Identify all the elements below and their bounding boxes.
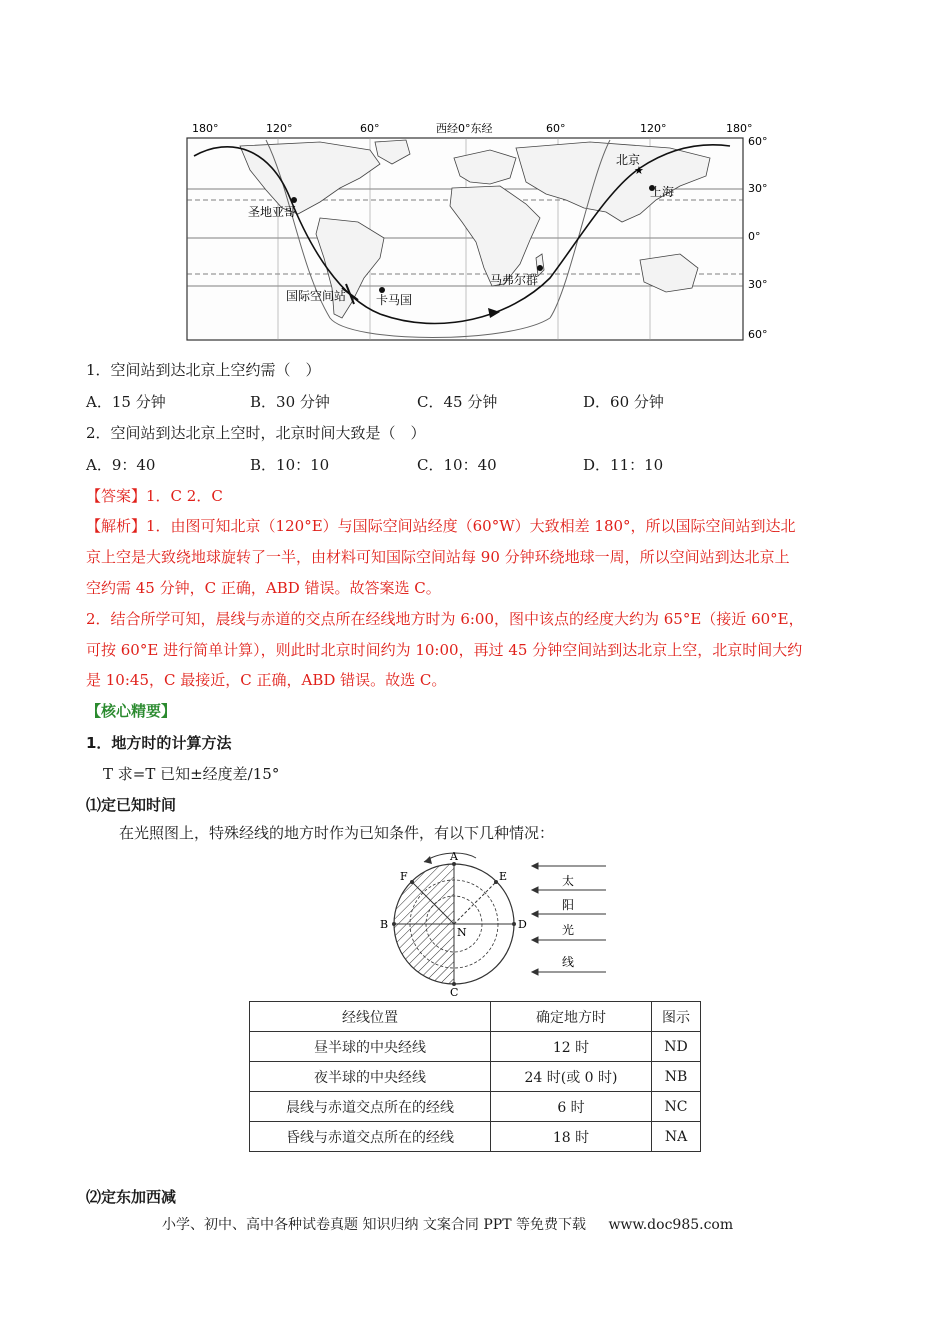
q2-option-d[interactable]: D．11：10 (583, 456, 664, 474)
analysis-line-2: 京上空是大致绕地球旋转了一半，由材料可知国际空间站每 90 分钟环绕地球一周，所以空间站到达北京上 (86, 548, 790, 566)
illumination-diagram (372, 848, 612, 996)
question-2-options (0, 454, 950, 476)
map-top-label: 60° (360, 122, 380, 135)
world-map-figure (170, 118, 780, 346)
map-top-label: 120° (266, 122, 293, 135)
q2-option-a[interactable]: A．9：40 (86, 456, 156, 474)
table-header-row (250, 1002, 701, 1032)
table-cell: 夜半球的中央经线 (250, 1062, 491, 1092)
point-n: N (457, 926, 467, 939)
formula: T 求=T 已知±经度差/15° (103, 765, 280, 783)
q1-option-d[interactable]: D．60 分钟 (583, 393, 664, 411)
core-heading-1: 1．地方时的计算方法 (86, 734, 232, 752)
label-shanghai: 上海 (650, 185, 675, 199)
table-header: 经线位置 (250, 1002, 491, 1032)
map-right-label: 60° (748, 135, 768, 148)
table-cell: 昼半球的中央经线 (250, 1032, 491, 1062)
map-right-label: 60° (748, 328, 768, 341)
table-cell: 晨线与赤道交点所在的经线 (250, 1092, 491, 1122)
point-e: E (499, 870, 508, 883)
map-right-label: 30° (748, 182, 768, 195)
label-beijing: 北京 (616, 153, 641, 167)
table-row (250, 1032, 701, 1062)
table-cell: 18 时 (491, 1122, 652, 1152)
table-header: 确定地方时 (491, 1002, 652, 1032)
table-cell: 12 时 (491, 1032, 652, 1062)
beijing-star: ★ (634, 164, 644, 177)
label-santiago: 圣地亚哥 (248, 205, 297, 219)
table-cell: 24 时(或 0 时) (491, 1062, 652, 1092)
answer-line (86, 486, 223, 506)
footer-text: 小学、初中、高中各种试卷真题 知识归纳 文案合同 PPT 等免费下载 (162, 1217, 586, 1233)
point-c: C (450, 986, 459, 996)
label-qatar: 卡马国 (376, 293, 413, 307)
footer (162, 1214, 733, 1234)
table-header: 图示 (652, 1002, 701, 1032)
q1-option-a[interactable]: A．15 分钟 (86, 393, 166, 411)
table-cell: 6 时 (491, 1092, 652, 1122)
map-right-label: 30° (748, 278, 768, 291)
q1-option-b[interactable]: B．30 分钟 (250, 393, 330, 411)
analysis-line-3: 空约需 45 分钟，C 正确，ABD 错误。故答案选 C。 (86, 579, 441, 597)
table-cell: 昏线与赤道交点所在的经线 (250, 1122, 491, 1152)
table-row (250, 1122, 701, 1152)
point-f: F (400, 870, 408, 883)
sub-heading-1: ⑴定已知时间 (86, 796, 177, 814)
analysis-text: 1．由图可知北京（120°E）与国际空间站经度（60°W）大致相差 180°，所以国际空间站到达北 (146, 517, 796, 535)
analysis-line-1 (86, 516, 796, 536)
q1-option-c[interactable]: C．45 分钟 (417, 393, 498, 411)
question-1-stem: 1．空间站到达北京上空约需（ ） (86, 361, 321, 379)
sun-char-3: 光 (562, 923, 575, 937)
analysis-line-4: 2．结合所学可知，晨线与赤道的交点所在经线地方时为 6:00，图中该点的经度大约为 65°E（接近 60°E， (86, 610, 804, 628)
map-top-label: 60° (546, 122, 566, 135)
illumination-svg (372, 848, 612, 996)
madagascar-dot (537, 265, 543, 271)
table-cell: ND (652, 1032, 701, 1062)
sub-heading-2: ⑵定东加西减 (86, 1188, 177, 1206)
q2-option-b[interactable]: B．10：10 (250, 456, 330, 474)
table-row (250, 1062, 701, 1092)
answer-tag: 【答案】 (86, 487, 147, 505)
point-a: A (450, 850, 458, 863)
point-d: D (518, 918, 527, 931)
table-cell: NC (652, 1092, 701, 1122)
local-time-table (249, 1001, 701, 1152)
sun-char-2: 阳 (562, 898, 575, 912)
table-cell: NA (652, 1122, 701, 1152)
table-cell: NB (652, 1062, 701, 1092)
point-b: B (380, 918, 389, 931)
world-map-svg (170, 118, 780, 346)
core-title: 【核心精要】 (86, 702, 177, 720)
intro-text: 在光照图上，特殊经线的地方时作为已知条件，有以下几种情况： (119, 824, 555, 842)
analysis-line-6: 是 10:45，C 最接近，C 正确，ABD 错误。故选 C。 (86, 671, 447, 689)
q2-option-c[interactable]: C．10：40 (417, 456, 497, 474)
map-right-label: 0° (748, 230, 761, 243)
sun-char-1: 太 (562, 874, 575, 888)
map-top-label: 180° (192, 122, 219, 135)
question-1-options (0, 391, 950, 413)
question-2-stem: 2．空间站到达北京上空时，北京时间大致是（ ） (86, 424, 426, 442)
santiago-dot (291, 197, 297, 203)
table-row (250, 1092, 701, 1122)
label-madagascar: 马弗尔群 (490, 273, 539, 287)
map-top-label: 西经0°东经 (436, 122, 493, 135)
analysis-line-5: 可按 60°E 进行简单计算），则此时北京时间约为 10:00，再过 45 分钟空间站到达北京上空，北京时间大约 (86, 641, 803, 659)
answer-text: 1．C 2．C (146, 487, 223, 505)
label-iss: 国际空间站 (286, 289, 347, 303)
analysis-tag: 【解析】 (86, 517, 147, 535)
map-top-label: 120° (640, 122, 667, 135)
footer-url[interactable]: www.doc985.com (608, 1217, 734, 1233)
sun-char-4: 线 (562, 955, 575, 969)
map-top-label: 180° (726, 122, 753, 135)
